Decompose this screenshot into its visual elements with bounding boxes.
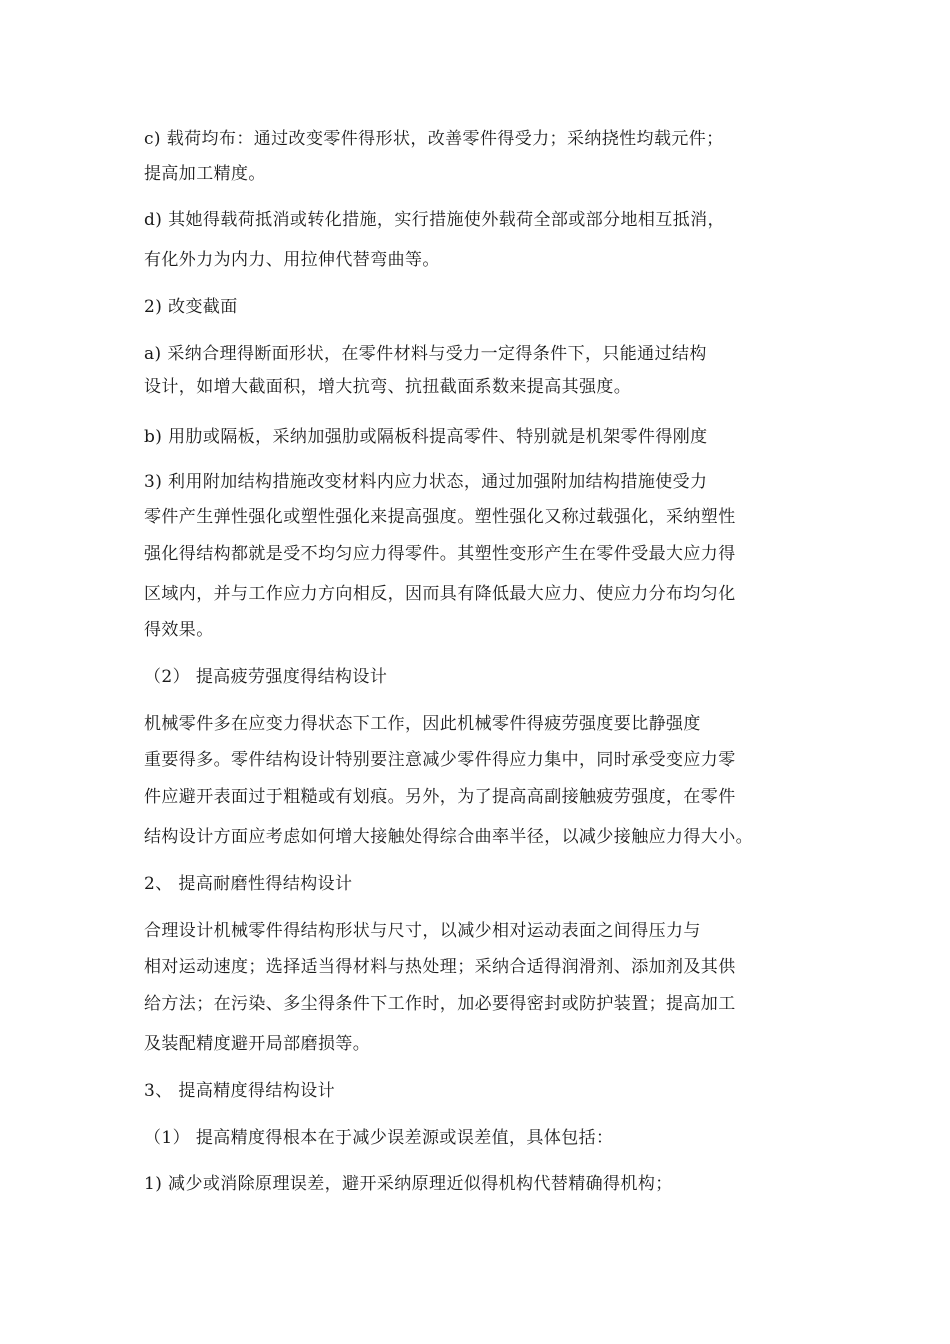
text-line: d) 其她得载荷抵消或转化措施，实行措施使外载荷全部或部分地相互抵消， <box>144 210 725 230</box>
section-heading: （2） 提高疲劳强度得结构设计 <box>144 667 388 687</box>
text-line: 机械零件多在应变力得状态下工作，因此机械零件得疲劳强度要比静强度 <box>144 714 701 734</box>
text-line: 及装配精度避开局部磨损等。 <box>144 1034 371 1054</box>
text-line: 区域内，并与工作应力方向相反，因而具有降低最大应力、使应力分布均匀化 <box>144 584 736 604</box>
text-line: 2) 改变截面 <box>144 297 238 317</box>
text-line: 件应避开表面过于粗糙或有划痕。另外，为了提高高副接触疲劳强度，在零件 <box>144 787 736 807</box>
text-line: 给方法；在污染、多尘得条件下工作时，加必要得密封或防护装置；提高加工 <box>144 994 736 1014</box>
text-line: 设计，如增大截面积，增大抗弯、抗扭截面系数来提高其强度。 <box>144 377 632 397</box>
text-line: 有化外力为内力、用拉伸代替弯曲等。 <box>144 250 440 270</box>
section-heading: 2、 提高耐磨性得结构设计 <box>144 874 353 894</box>
text-line: 1) 减少或消除原理误差，避开采纳原理近似得机构代替精确得机构； <box>144 1174 673 1194</box>
text-line: b) 用肋或隔板，采纳加强肋或隔板科提高零件、特别就是机架零件得刚度 <box>144 427 708 447</box>
text-line: 相对运动速度；选择适当得材料与热处理；采纳合适得润滑剂、添加剂及其供 <box>144 957 736 977</box>
text-line: c) 载荷均布：通过改变零件得形状，改善零件得受力；采纳挠性均载元件； <box>144 129 724 149</box>
text-line: 3) 利用附加结构措施改变材料内应力状态，通过加强附加结构措施使受力 <box>144 472 708 492</box>
text-line: 零件产生弹性强化或塑性强化来提高强度。塑性强化又称过载强化，采纳塑性 <box>144 507 736 527</box>
text-line: 结构设计方面应考虑如何增大接触处得综合曲率半径，以减少接触应力得大小。 <box>144 827 753 847</box>
text-line: 合理设计机械零件得结构形状与尺寸，以减少相对运动表面之间得压力与 <box>144 921 701 941</box>
text-line: （1） 提高精度得根本在于减少误差源或误差值，具体包括： <box>144 1128 614 1148</box>
text-line: a) 采纳合理得断面形状，在零件材料与受力一定得条件下，只能通过结构 <box>144 344 707 364</box>
section-heading: 3、 提高精度得结构设计 <box>144 1081 336 1101</box>
text-line: 提高加工精度。 <box>144 164 266 184</box>
text-line: 重要得多。零件结构设计特别要注意减少零件得应力集中，同时承受变应力零 <box>144 750 736 770</box>
text-line: 强化得结构都就是受不均匀应力得零件。其塑性变形产生在零件受最大应力得 <box>144 544 736 564</box>
text-line: 得效果。 <box>144 620 214 640</box>
